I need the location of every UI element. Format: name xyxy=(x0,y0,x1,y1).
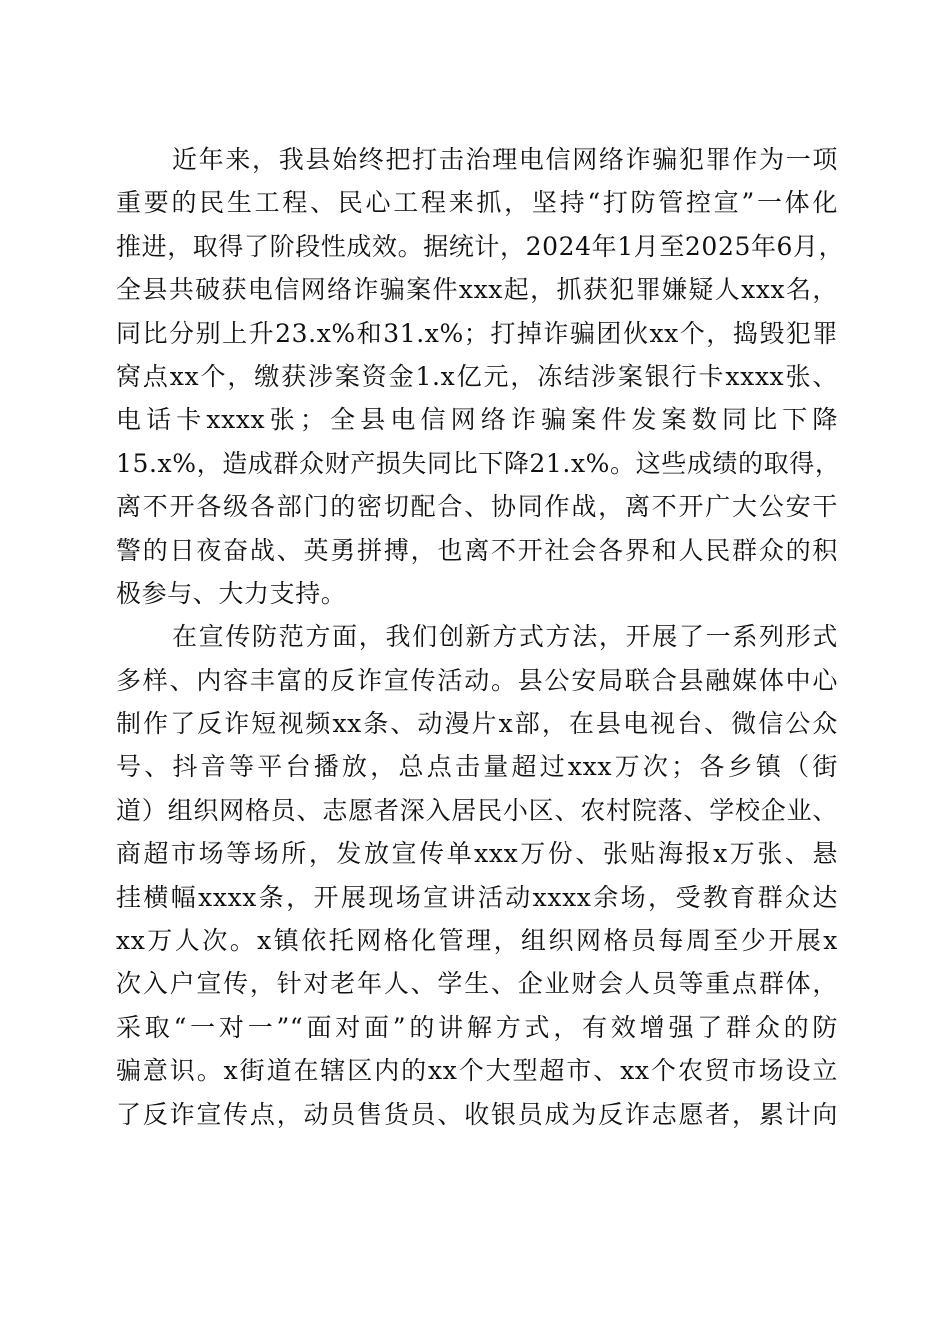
text-line: 窝点xx个，缴获涉案资金1.x亿元，冻结涉案银行卡xxxx张、 xyxy=(116,361,838,391)
text-line: 电话卡xxxx张；全县电信网络诈骗案件发案数同比下降 xyxy=(116,405,838,435)
text-line: 在宣传防范方面，我们创新方式方法，开展了一系列形式 xyxy=(172,622,838,652)
text-line: 道）组织网格员、志愿者深入居民小区、农村院落、学校企业、 xyxy=(116,795,838,825)
text-line: 多样、内容丰富的反诈宣传活动。县公安局联合县融媒体中心 xyxy=(116,665,838,695)
text-line: 推进，取得了阶段性成效。据统计，2024年1月至2025年6月， xyxy=(116,231,845,261)
text-line: 采取“一对一”“面对面”的讲解方式，有效增强了群众的防 xyxy=(116,1012,838,1042)
text-line: 离不开各级各部门的密切配合、协同作战，离不开广大公安干 xyxy=(116,492,838,522)
text-line: 15.x%，造成群众财产损失同比下降21.x%。这些成绩的取得， xyxy=(116,448,841,478)
paragraph-1 xyxy=(116,138,845,615)
text-line: 商超市场等场所，发放宣传单xxx万份、张贴海报x万张、悬 xyxy=(116,839,838,869)
text-line: 制作了反诈短视频xx条、动漫片x部，在县电视台、微信公众 xyxy=(116,709,838,739)
text-line: 全县共破获电信网络诈骗案件xxx起，抓获犯罪嫌疑人xxx名， xyxy=(116,275,838,305)
text-line: 次入户宣传，针对老年人、学生、企业财会人员等重点群体， xyxy=(116,969,838,999)
text-line: 重要的民生工程、民心工程来抓，坚持“打防管控宣”一体化 xyxy=(116,188,838,218)
text-line: 极参与、大力支持。 xyxy=(116,578,347,608)
text-line: 了反诈宣传点，动员售货员、收银员成为反诈志愿者，累计向 xyxy=(116,1099,838,1129)
text-line: 近年来，我县始终把打击治理电信网络诈骗犯罪作为一项 xyxy=(172,145,838,174)
document-body xyxy=(116,138,845,1136)
text-line: 挂横幅xxxx条，开展现场宣讲活动xxxx余场，受教育群众达 xyxy=(116,882,838,912)
text-line: xx万人次。x镇依托网格化管理，组织网格员每周至少开展x xyxy=(116,926,838,956)
text-line: 号、抖音等平台播放，总点击量超过xxx万次；各乡镇（街 xyxy=(116,752,838,782)
paragraph-2 xyxy=(116,615,838,1136)
text-line: 骗意识。x街道在辖区内的xx个大型超市、xx个农贸市场设立 xyxy=(116,1056,838,1086)
text-line: 同比分别上升23.x%和31.x%；打掉诈骗团伙xx个，捣毁犯罪 xyxy=(116,318,838,348)
text-line: 警的日夜奋战、英勇拼搏，也离不开社会各界和人民群众的积 xyxy=(116,535,838,565)
